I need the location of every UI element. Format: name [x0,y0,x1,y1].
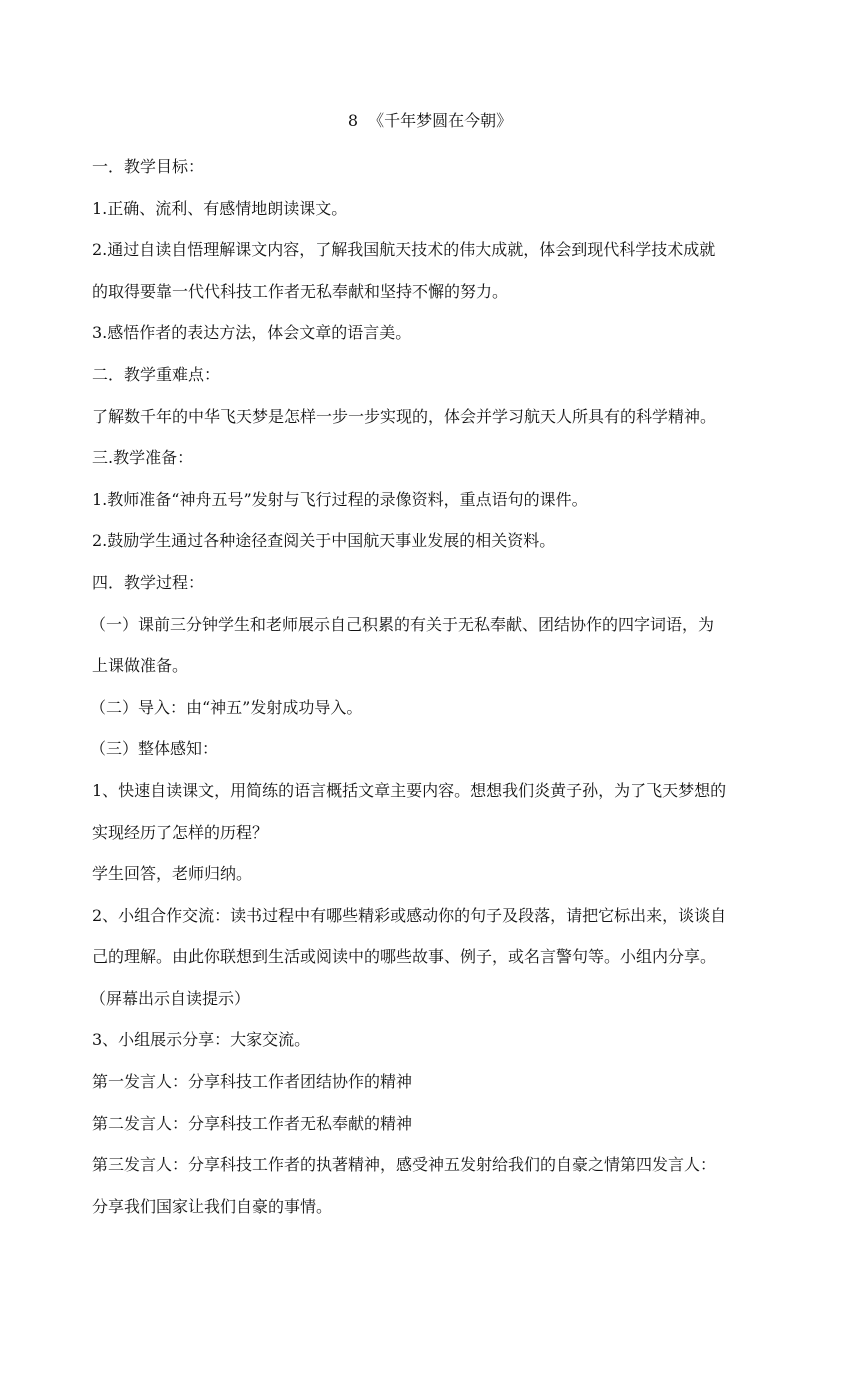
speaker-1: 第一发言人：分享科技工作者团结协作的精神 [92,1072,413,1092]
section-heading-process: 四．教学过程： [92,572,205,592]
process-step-1-line-1: （一）课前三分钟学生和老师展示自己积累的有关于无私奉献、团结协作的四字词语，为 [90,614,715,634]
task-2-line-1: 2、小组合作交流：读书过程中有哪些精彩或感动你的句子及段落，请把它标出来，谈谈自 [92,905,727,925]
process-step-2: （二）导入：由“神五”发射成功导入。 [90,697,363,717]
speaker-3-line-1: 第三发言人：分享科技工作者的执著精神，感受神五发射给我们的自豪之情第四发言人： [92,1155,717,1175]
objective-1: 1.正确、流利、有感情地朗读课文。 [92,198,348,218]
objective-2-line-1: 2.通过自读自悟理解课文内容，了解我国航天技术的伟大成就，体会到现代科学技术成就 [92,240,716,260]
speaker-2: 第二发言人：分享科技工作者无私奉献的精神 [92,1113,413,1133]
task-3: 3、小组展示分享：大家交流。 [92,1030,311,1050]
section-heading-objectives: 一．教学目标： [92,157,205,176]
preparation-1: 1.教师准备“神舟五号”发射与飞行过程的录像资料，重点语句的课件。 [92,489,588,509]
preparation-2: 2.鼓励学生通过各种途径查阅关于中国航天事业发展的相关资料。 [92,531,556,551]
process-step-1-line-2: 上课做准备。 [92,656,189,676]
task-1-line-2: 实现经历了怎样的历程？ [92,822,269,842]
task-2-line-3: （屏幕出示自读提示） [90,988,251,1008]
objective-2-line-2: 的取得要靠一代代科技工作者无私奉献和坚持不懈的努力。 [92,281,509,301]
process-step-3: （三）整体感知： [90,739,219,759]
task-2-line-2: 己的理解。由此你联想到生活或阅读中的哪些故事、例子，或名言警句等。小组内分享。 [92,947,717,967]
document-body [92,146,774,1227]
key-points-text: 了解数千年的中华飞天梦是怎样一步一步实现的，体会并学习航天人所具有的科学精神。 [92,406,717,426]
task-1-answer: 学生回答，老师归纳。 [92,864,253,884]
speaker-3-line-2: 分享我们国家让我们自豪的事情。 [92,1196,333,1216]
document-title: 8 《千年梦圆在今朝》 [347,111,513,130]
objective-3: 3.感悟作者的表达方法，体会文章的语言美。 [92,323,412,343]
section-heading-key-points: 二．教学重难点： [92,364,221,384]
task-1-line-1: 1、快速自读课文，用简练的语言概括文章主要内容。想想我们炎黄子孙，为了飞天梦想的 [92,780,727,800]
section-heading-preparation: 三.教学准备： [92,448,194,468]
